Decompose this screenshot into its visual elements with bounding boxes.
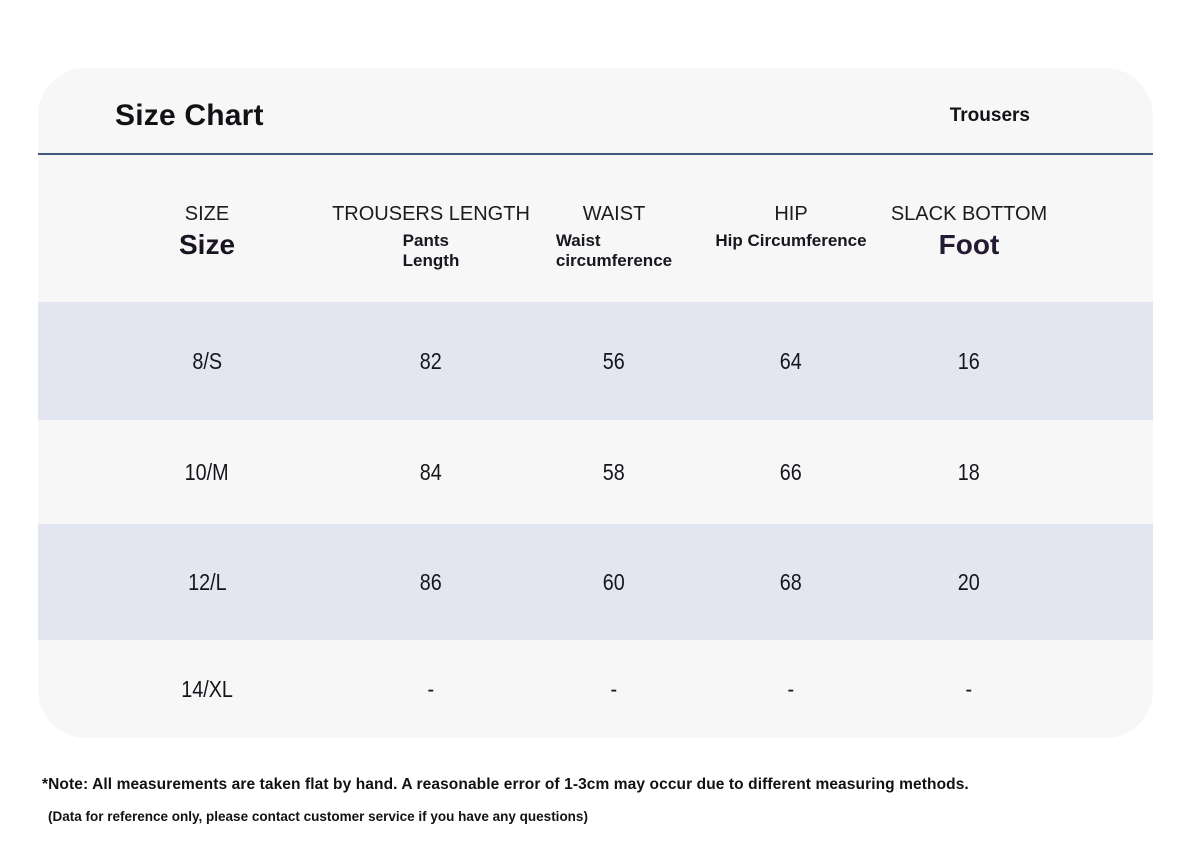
value-cell: 18 (957, 458, 981, 485)
value-cell: 16 (957, 347, 981, 374)
column-label: SLACK BOTTOM (890, 203, 1048, 225)
footnotes (42, 776, 1142, 824)
value-cell: 56 (602, 347, 626, 374)
column-header-size (66, 203, 348, 271)
column-label: TROUSERS LENGTH (332, 203, 530, 225)
table-row (38, 420, 1153, 524)
column-sublabel: Foot (938, 229, 1000, 260)
column-header-waist (514, 203, 714, 271)
note-secondary: (Data for reference only, please contact customer service if you have any questions) (48, 809, 588, 824)
value-cell: 20 (957, 568, 981, 595)
value-cell: - (787, 675, 795, 702)
value-cell: 58 (602, 458, 626, 485)
value-cell: 86 (419, 568, 443, 595)
column-header-trousers-length (332, 203, 530, 271)
column-label: SIZE (184, 203, 230, 225)
size-chart-card (38, 68, 1153, 738)
value-cell: 82 (419, 347, 443, 374)
note-primary: *Note: All measurements are taken flat by hand. A reasonable error of 1-3cm may occur due to different measuring methods. (42, 776, 969, 793)
size-cell: 10/M (185, 458, 229, 485)
size-cell: 12/L (187, 568, 227, 595)
value-cell: 64 (779, 347, 803, 374)
category-label: Trousers (949, 104, 1030, 126)
column-sublabel: Size (178, 229, 236, 260)
table-row (38, 524, 1153, 640)
page-title: Size Chart (115, 98, 264, 132)
value-cell: 84 (419, 458, 443, 485)
value-cell: - (965, 675, 973, 702)
size-cell: 8/S (192, 347, 222, 374)
value-cell: 68 (779, 568, 803, 595)
table-row (38, 640, 1153, 738)
value-cell: - (610, 675, 618, 702)
column-header-hip (714, 203, 868, 271)
card-header (38, 68, 1153, 153)
value-cell: 60 (602, 568, 626, 595)
value-cell: - (427, 675, 435, 702)
size-cell: 14/XL (181, 675, 233, 702)
column-label: HIP (774, 203, 808, 225)
table-header-row (38, 155, 1153, 302)
table-row (38, 302, 1153, 420)
column-header-slack-bottom (868, 203, 1070, 271)
column-sublabel: Pants Length (402, 231, 460, 271)
value-cell: 66 (779, 458, 803, 485)
column-label: WAIST (582, 203, 646, 225)
column-sublabel: Hip Circumference (715, 231, 867, 250)
column-sublabel: Waist circumference (555, 231, 673, 271)
